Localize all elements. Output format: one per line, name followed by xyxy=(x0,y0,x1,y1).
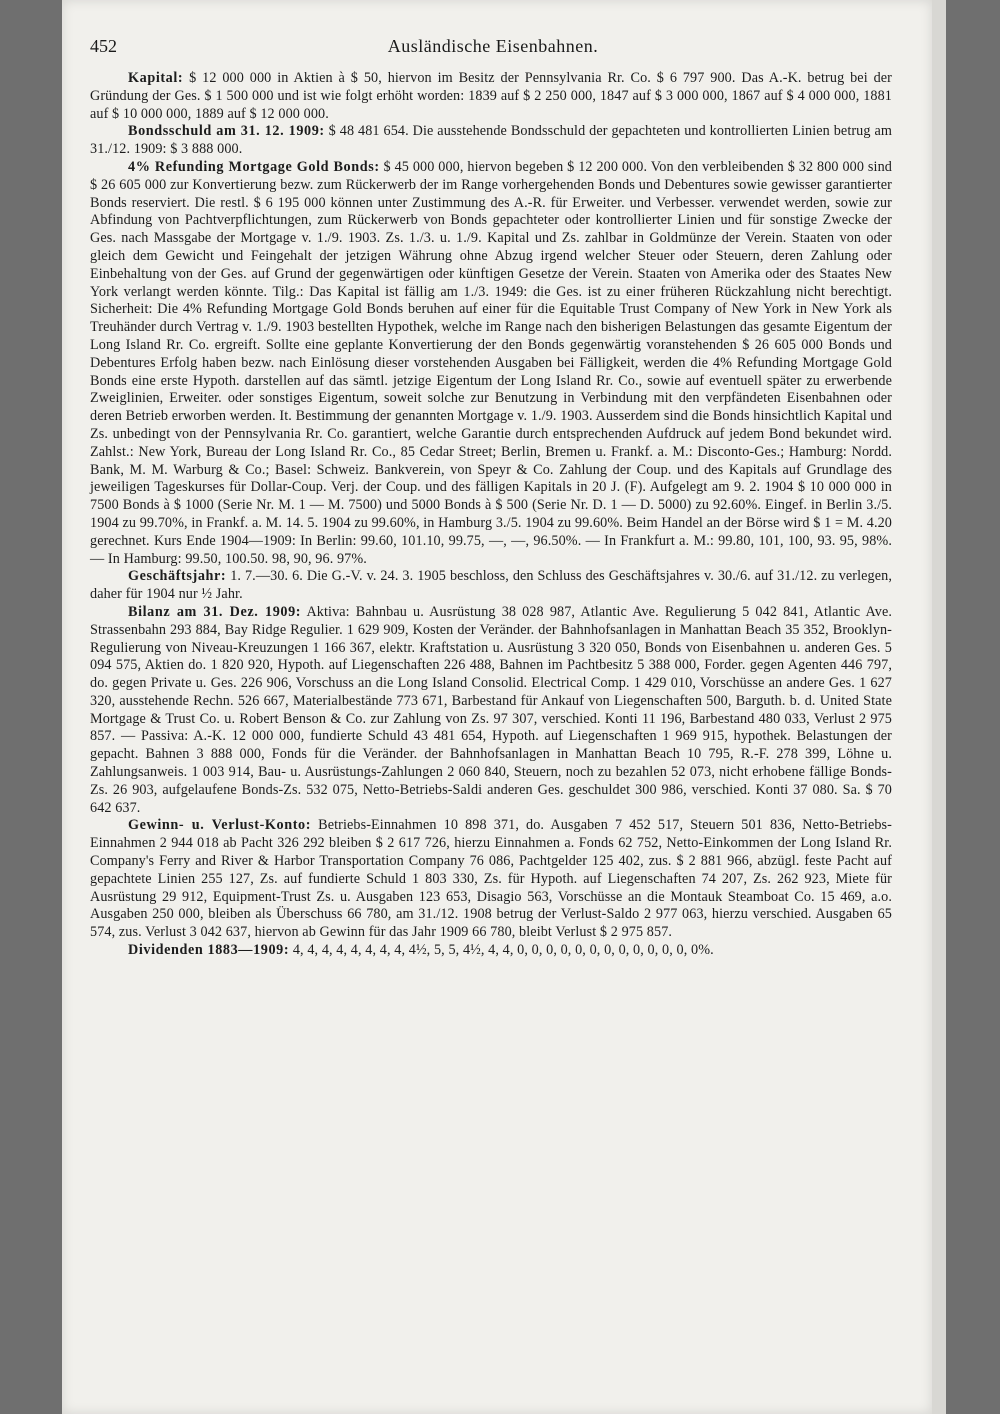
paragraph-refunding-bonds xyxy=(90,159,892,568)
paragraph-text: 4, 4, 4, 4, 4, 4, 4, 4, 4½, 5, 5, 4½, 4, 4, 0, 0, 0, 0, 0, 0, 0, 0, 0, 0, 0, 0, 0%. xyxy=(289,942,714,959)
paragraph-text: Betriebs-Einnahmen 10 898 371, do. Ausgaben 7 452 517, Steuern 501 836, Netto-Betriebs-Einnahmen 2 944 018 ab Pacht 326 292 bleiben $ 2 617 726, hierzu Einnahmen a. Fonds 62 752, Netto-Einkommen der Long Island Rr. Company's Ferry and River & Harbor Transportation Company 76 086, Pachtgelder 125 402, zus. $ 2 881 966, abzügl. feste Pacht auf gepachtete Linien 255 127, Zs. auf fundierte Schuld 1 803 330, Zs. für Hypoth. auf Liegenschaften 74 207, Zs. 262 923, Miete für Ausrüstung 29 912, Equipment-Trust Zs. u. Ausgaben 123 653, Disagio 563, Vorschüsse an die Montauk Steamboat Co. 15 469, a.o. Ausgaben 250 000, bleiben als Überschuss 66 780, am 31./12. 1908 betrug der Verlust-Saldo 2 977 063, hierzu verschied. Ausgaben 65 574, zus. Verlust 3 042 637, hiervon ab Gewinn für das Jahr 1909 66 780, bleibt Verlust $ 2 975 857. xyxy=(90,817,892,941)
paragraph-text: $ 45 000 000, hiervon begeben $ 12 200 000. Von den verbleibenden $ 32 800 000 sind $ 26 605 000 zur Konvertierung bezw. zum Rückerwerb der im Range vorhergehenden Bonds und Debentures sowie gewisser garantierter Bonds reserviert. Die restl. $ 6 195 000 können unter Zustimmung des A.-R. für Erweiter. und Verbesser. verwendet werden, sowie zur Abfindung von Pachtverpflichtungen, zum Rückerwerb von Bonds gepachteter oder kontrollierter Linien und für sonstige Zwecke der Ges. nach Massgabe der Mortgage v. 1./9. 1903. Zs. 1./3. u. 1./9. Kapital und Zs. zahlbar in Goldmünze der Verein. Staaten von oder gleich dem Gewicht und Feingehalt der jetzigen Währung ohne Abzug irgend welcher Steuer oder Steuern, deren Zahlung oder Einbehaltung von der Ges. auf Grund der gegenwärtigen oder künftigen Gesetze der Verein. Staaten von Amerika oder des Staates New York verlangt werden könnte. Tilg.: Das Kapital ist fällig am 1./3. 1949: die Ges. ist zu einer früheren Rückzahlung nicht berechtigt. Sicherheit: Die 4% Refunding Mortgage Gold Bonds beruhen auf einer für die Equitable Trust Company of New York in New York als Treuhänder durch Vertrag v. 1./9. 1903 bestellten Hypothek, welche im Range nach den bisherigen Belastungen das gesamte Eigentum der Long Island Rr. Co. ergreift. Sollte eine geplante Konvertierung der den Bonds gegenwärtig voranstehenden $ 26 605 000 Bonds und Debentures Erfolg haben bezw. nach Einlösung dieser vorstehenden Ausgaben bei Fälligkeit, werden die 4% Refunding Mortgage Gold Bonds eine erste Hypoth. darstellen auf das sämtl. jetzige Eigentum der Long Island Rr. Co., sowie auf eventuell später zu erwerbende Zweiglinien, Erweiter. oder sonstiges Eigentum, soweit solche zur Benutzung in Verbindung mit den verpfändeten Eisenbahnen oder deren Betrieb erworben werden. It. Bestimmung der genannten Mortgage v. 1./9. 1903. Ausserdem sind die Bonds hinsichtlich Kapital und Zs. unbedingt von der Pennsylvania Rr. Co. garantiert, welche Garantie durch entsprechenden Aufdruck auf jedem Bond bekundet wird. Zahlst.: New York, Bureau der Long Island Rr. Co., 85 Cedar Street; Berlin, Bremen u. Frankf. a. M.: Disconto-Ges.; Hamburg: Nordd. Bank, M. M. Warburg & Co.; Basel: Schweiz. Bankverein, von Speyr & Co. Zahlung der Coup. und des Kapitals auf Grundlage des jeweiligen Tageskurses für Dollar-Coup. Verj. der Coup. und des fälligen Kapitals in 20 J. (F). Aufgelegt am 9. 2. 1904 $ 10 000 000 in 7500 Bonds à $ 1000 (Serie Nr. M. 1 — M. 7500) und 5000 Bonds à $ 500 (Serie Nr. D. 1 — D. 5000) zu 92.60%. Eingef. in Berlin 3./5. 1904 zu 99.70%, in Frankf. a. M. 14. 5. 1904 zu 99.60%, in Hamburg 3./5. 1904 zu 99.60%. Beim Handel an der Börse wird $ 1 = M. 4.20 gerechnet. Kurs Ende 1904—1909: In Berlin: 99.60, 101.10, 99.75, —, —, 96.50%. — In Frankfurt a. M.: 99.80, 101, 100, 93. 95, 98%. — In Hamburg: 99.50, 100.50. 98, 90, 96. 97%. xyxy=(90,158,892,567)
paragraph-kapital xyxy=(90,70,892,123)
paragraph-text: $ 48 481 654. Die ausstehende Bondsschuld der gepachteten und kontrollierten Linien betrug am 31./12. 1909: $ 3 888 000. xyxy=(90,123,892,158)
paragraph-gewinn-verlust xyxy=(90,817,892,942)
paragraph-heading: Gewinn- u. Verlust-Konto: xyxy=(128,817,312,834)
paragraph-heading: Bondsschuld am 31. 12. 1909: xyxy=(128,123,325,140)
page-header xyxy=(90,36,896,60)
paragraph-heading: Dividenden 1883—1909: xyxy=(128,942,290,959)
paragraph-heading: Bilanz am 31. Dez. 1909: xyxy=(128,603,302,620)
paragraph-text: $ 12 000 000 in Aktien à $ 50, hiervon im Besitz der Pennsylvania Rr. Co. $ 6 797 900. Das A.-K. betrug bei der Gründung der Ges. $ 1 500 000 und ist wie folgt erhöht worden: 1839 auf $ 2 250 000, 1847 auf $ 3 000 000, 1867 auf $ 4 000 000, 1881 auf $ 10 000 000, 1889 auf $ 12 000 000. xyxy=(90,70,892,122)
document-body xyxy=(90,70,892,960)
page-number: 452 xyxy=(90,36,117,56)
paragraph-bilanz xyxy=(90,604,892,818)
paragraph-text: Aktiva: Bahnbau u. Ausrüstung 38 028 987, Atlantic Ave. Regulierung 5 042 841, Atlantic Ave. Strassenbahn 293 884, Bay Ridge Regulier. 1 629 909, Kosten der Veränder. der Bahnhofsanlagen in Manhattan Beach 35 352, Brooklyn-Regulierung von Niveau-Kreuzungen 1 166 367, elektr. Kraftstation u. Ausrüstung 3 320 050, Bonds von Eisenbahnen u. anderen Ges. 5 094 575, Aktien do. 1 820 920, Hypoth. auf Liegenschaften 226 488, Bahnen im Pachtbesitz 5 388 000, Forder. gegen Agenten 446 797, do. gegen Private u. Ges. 226 906, Vorschuss an die Long Island Consolid. Electrical Comp. 1 429 010, Vorschüsse an andere Ges. 1 627 320, ausstehende Rechn. 526 667, Materialbestände 773 671, Barbestand für Ankauf von Liegenschaften 500, Barguth. b. d. United State Mortgage & Trust Co. u. Robert Benson & Co. zur Zahlung von Zs. 97 307, verschied. Konti 11 196, Barbestand 480 033, Verlust 2 975 857. — Passiva: A.-K. 12 000 000, fundierte Schuld 43 481 654, Hypoth. auf Liegenschaften 1 969 915, hypothek. Belastungen der gepacht. Bahnen 3 888 000, Fonds für die Veränder. der Bahnhofsanlagen in Manhattan Beach 10 795, R.-F. 278 399, Löhne u. Zahlungsanweis. 1 003 914, Bau- u. Ausrüstungs-Zahlungen 2 060 840, Steuern, noch zu bezahlen 52 073, nicht erhobene fällige Bonds-Zs. 26 903, aufgelaufene Bonds-Zs. 532 075, Netto-Betriebs-Saldi anderen Ges. geschuldet 300 986, verschied. Konti 37 080. Sa. $ 70 642 637. xyxy=(90,603,892,816)
paragraph-heading: Geschäftsjahr: xyxy=(128,568,227,585)
paragraph-dividenden xyxy=(90,942,892,960)
running-title: Ausländische Eisenbahnen. xyxy=(387,36,599,56)
paragraph-geschaeftsjahr xyxy=(90,568,892,604)
paragraph-heading: Kapital: xyxy=(128,70,184,86)
paragraph-text: 1. 7.—30. 6. Die G.-V. v. 24. 3. 1905 beschloss, den Schluss des Geschäftsjahres v. 30./6. auf 31./12. zu verlegen, daher für 1904 nur ½ Jahr. xyxy=(90,568,892,603)
paragraph-heading: 4% Refunding Mortgage Gold Bonds: xyxy=(128,158,380,175)
paragraph-bondsschuld xyxy=(90,123,892,159)
page-edge xyxy=(932,0,946,1414)
